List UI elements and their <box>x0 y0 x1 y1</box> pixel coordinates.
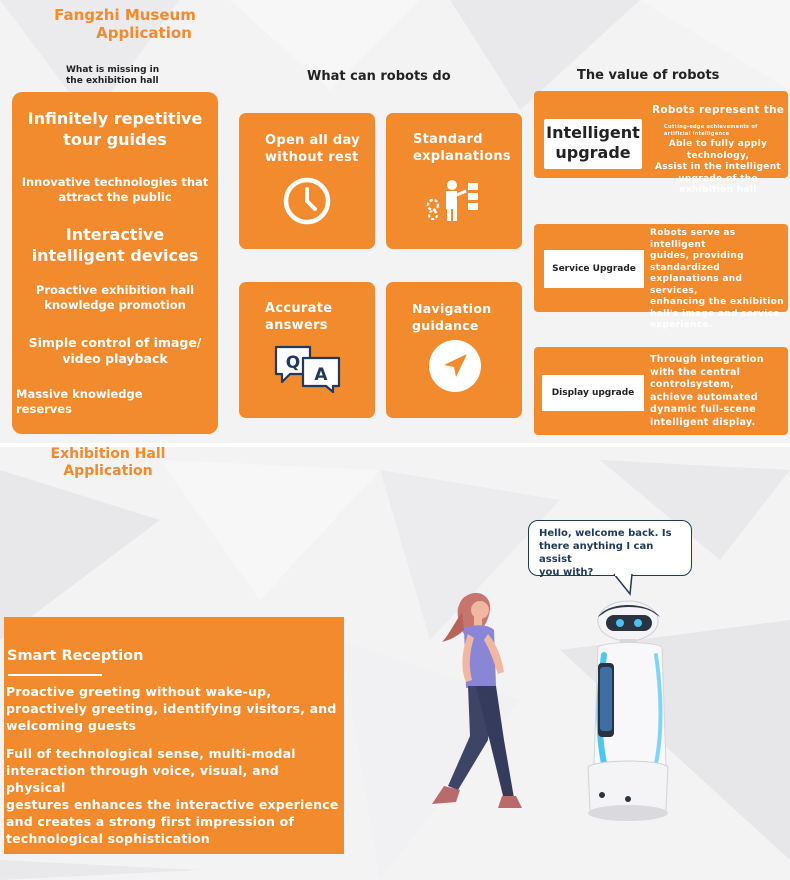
value-text-line: standardized <box>650 262 721 273</box>
reception-text-line: welcoming guests <box>6 718 137 733</box>
museum-title-line1: Fangzhi Museum <box>54 6 196 24</box>
speech-bubble-tail <box>612 574 642 596</box>
missing-item-text: Simple control of image/ <box>28 335 202 350</box>
museum-title-line2: Application <box>96 24 192 42</box>
missing-item-knowledge-promotion <box>12 283 218 313</box>
missing-item-video-playback <box>12 335 218 367</box>
value-text-line: upgrade of the <box>678 173 758 184</box>
robot-card-title <box>265 132 360 166</box>
reception-text-line: Full of technological sense, multi-modal <box>6 746 296 761</box>
value-text-line: hall's image and service <box>650 308 780 319</box>
walking-woman-illustration <box>418 590 538 815</box>
value-text-line: controlsystem, <box>650 379 735 390</box>
robot-card-title <box>265 300 332 334</box>
hall-title-line2: Application <box>63 463 153 479</box>
robot-card-text: explanations <box>413 149 511 164</box>
reception-text-line: gestures enhances the interactive experience <box>6 797 339 812</box>
robot-card-text: Open all day <box>265 133 360 148</box>
value-text-line: Able to fully apply technology, <box>668 139 768 161</box>
robot-card-text: Accurate <box>265 301 333 316</box>
value-service-upgrade <box>534 224 788 330</box>
reception-para1 <box>6 683 342 734</box>
missing-item-tour-guides <box>12 108 218 150</box>
hall-title-line1: Exhibition Hall <box>50 446 166 462</box>
robot-card-navigation <box>386 282 522 418</box>
robot-card-text: guidance <box>412 318 479 333</box>
value-tag: Service Upgrade <box>544 250 644 288</box>
value-text-line: exhibition hall <box>679 185 757 195</box>
value-text-line: Through integration <box>650 354 764 365</box>
reception-para2 <box>6 745 342 847</box>
value-text-line: achieve automated <box>650 391 758 403</box>
value-display-upgrade <box>534 347 788 435</box>
robot-card-text: Standard <box>413 132 483 147</box>
robot-card-text: Navigation <box>412 301 492 316</box>
missing-item-knowledge-reserves <box>16 387 166 417</box>
value-text-head: Robots represent the <box>652 104 785 116</box>
value-tag: Display upgrade <box>542 375 644 411</box>
reception-text-line: technological sophistication <box>6 831 210 846</box>
value-intelligent-upgrade <box>534 91 788 195</box>
clock-icon <box>281 175 333 227</box>
missing-item-text: tour guides <box>63 130 167 149</box>
column-heading-value: The value of robots <box>577 68 720 83</box>
robot-speech-bubble <box>528 520 692 576</box>
reception-text-line: Proactive greeting without wake-up, <box>6 684 272 699</box>
robot-card-title <box>413 131 511 165</box>
bubble-text-line: Hello, welcome back. Is <box>539 528 672 539</box>
missing-item-text: attract the public <box>58 190 172 204</box>
robot-card-standard-explanations <box>386 113 522 249</box>
missing-item-text: video playback <box>62 351 168 366</box>
missing-label-line2: the exhibition hall <box>66 76 159 86</box>
value-text-line: enhancing the exhibition <box>650 297 784 307</box>
robot-card-title <box>412 300 491 334</box>
robot-card-accurate-answers <box>239 282 375 418</box>
value-tag-text: Intelligent <box>546 123 640 142</box>
value-text-body <box>652 139 784 195</box>
hall-title <box>40 446 176 480</box>
value-text-line: with the central <box>650 366 741 378</box>
value-text-body <box>650 228 786 332</box>
missing-label <box>66 65 176 87</box>
missing-item-text: knowledge promotion <box>44 298 186 312</box>
bubble-text-line: you with? <box>539 567 594 578</box>
value-text-line: Assist in the intelligent <box>654 162 782 172</box>
missing-item-text: Innovative technologies that <box>21 175 209 189</box>
value-text-small: Cutting-edge achievements of artificial intelligence <box>664 124 758 137</box>
robot-card-text: without rest <box>265 150 359 165</box>
reception-text-line: proactively greeting, identifying visitors, and <box>6 701 337 716</box>
missing-item-text: Massive knowledge <box>16 387 143 401</box>
missing-item-text: reserves <box>16 402 72 416</box>
missing-item-text: Proactive exhibition hall <box>35 283 195 297</box>
value-tag <box>544 119 642 169</box>
value-text-line: guides, providing <box>650 251 744 261</box>
value-tag-text: upgrade <box>555 143 631 162</box>
value-text-line: dynamic full-scene <box>650 404 756 415</box>
bubble-text-line: there anything I can assist <box>539 541 654 565</box>
robot-card-text: answers <box>265 318 328 333</box>
presentation-icon <box>424 179 482 221</box>
missing-item-interactive-devices <box>12 224 218 266</box>
value-text-line: intelligent display. <box>650 416 756 428</box>
missing-item-text: intelligent devices <box>31 246 199 265</box>
robot-card-open-all-day <box>239 113 375 249</box>
missing-label-line1: What is missing in <box>66 65 160 75</box>
reception-title: Smart Reception <box>7 648 144 664</box>
navigation-icon <box>428 339 482 393</box>
smart-reception-panel <box>4 617 344 854</box>
column-heading-robots-do: What can robots do <box>307 69 451 84</box>
qa-a-glyph: A <box>314 365 328 385</box>
value-text-line: experience. <box>650 320 713 330</box>
missing-items-panel <box>12 92 218 434</box>
museum-title <box>40 6 210 42</box>
value-text-line: explanations and services, <box>650 274 743 296</box>
reception-robot-illustration <box>568 595 668 825</box>
qa-icon <box>273 344 343 394</box>
missing-item-text: Interactive <box>65 225 165 244</box>
missing-item-text: Infinitely repetitive <box>27 109 203 128</box>
qa-q-glyph: Q <box>285 353 301 373</box>
reception-text-line: and creates a strong first impression of <box>6 814 295 829</box>
reception-text-line: interaction through voice, visual, and physical <box>6 763 279 795</box>
missing-item-innovative-tech <box>12 175 218 205</box>
reception-title-underline <box>8 674 102 676</box>
value-text-body <box>650 354 786 429</box>
value-text-line: Robots serve as intelligent <box>650 228 736 250</box>
